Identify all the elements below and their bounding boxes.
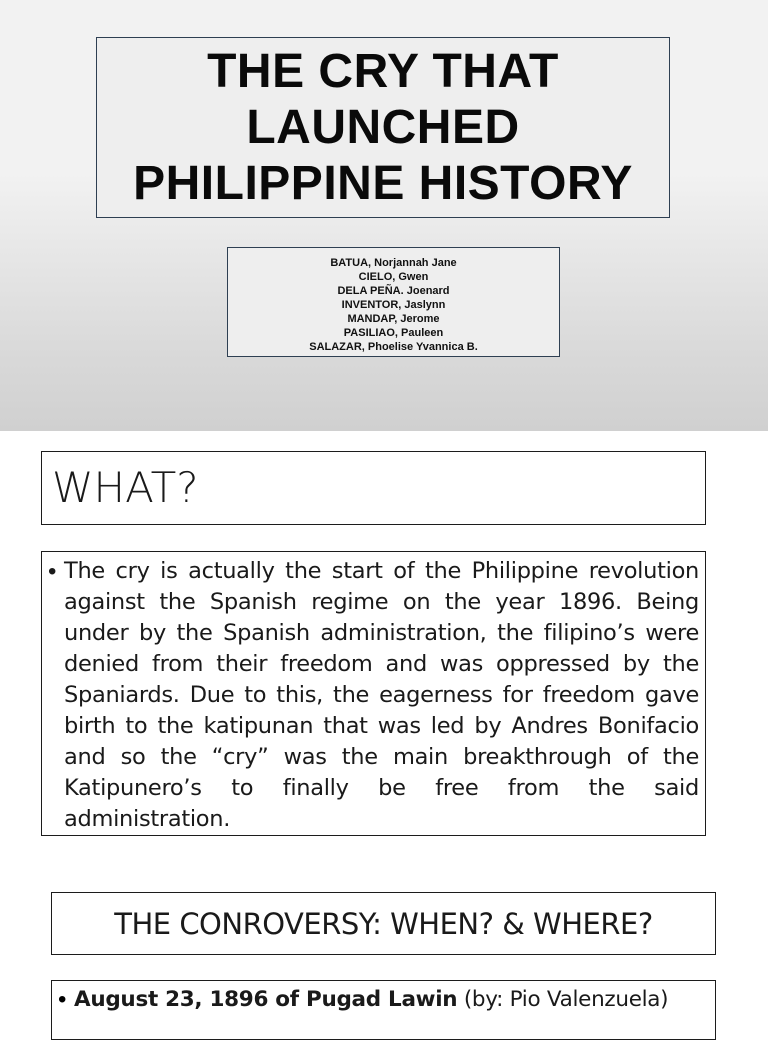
title-box — [96, 37, 670, 218]
list-item — [74, 983, 668, 1039]
what-body-box — [41, 551, 706, 836]
title-line-3: PHILIPPINE HISTORY — [133, 156, 633, 210]
author-name: INVENTOR, Jaslynn — [341, 299, 446, 311]
what-slide — [0, 431, 768, 864]
what-heading: WHAT? — [52, 463, 199, 512]
bullet-marker: • — [58, 986, 67, 1013]
author-name: SALAZAR, Phoelise Yvannica B. — [309, 341, 478, 353]
author-name: BATUA, Norjannah Jane — [330, 257, 457, 269]
author-name: MANDAP, Jerome — [347, 313, 440, 325]
author-name: PASILIAO, Pauleen — [343, 327, 444, 339]
what-body-text: The cry is actually the start of the Philippine revolution against the Spanish regime on the year 1896. Being under by the Spanish administration, the filipino’s were denied from their freedom and was oppressed by the Spaniards. Due to this, the eagerness for freedom gave birth to the katipunan that was led by Andres Bonifacio and so the “cry” was the main breakthrough of the Katipunero’s to finally be free from the said administration. — [64, 558, 699, 832]
controversy-heading: THE CONROVERSY: WHEN? & WHERE? — [114, 906, 653, 941]
controversy-slide — [0, 864, 768, 1024]
controversy-heading-box — [51, 892, 716, 955]
title-line-2: LAUNCHED — [246, 100, 520, 154]
list-item-bold: August 23, 1896 of Pugad Lawin — [74, 987, 458, 1012]
page-title — [133, 44, 633, 212]
author-name: DELA PEÑA. Joenard — [337, 285, 450, 297]
title-slide — [0, 0, 768, 431]
authors-box — [227, 247, 560, 357]
author-name: CIELO, Gwen — [358, 271, 429, 283]
controversy-list-box — [51, 980, 716, 1040]
list-item-rest: (by: Pio Valenzuela) — [457, 987, 669, 1012]
what-heading-box — [41, 451, 706, 525]
title-line-1: THE CRY THAT — [207, 44, 559, 98]
bullet-marker: • — [48, 558, 57, 585]
